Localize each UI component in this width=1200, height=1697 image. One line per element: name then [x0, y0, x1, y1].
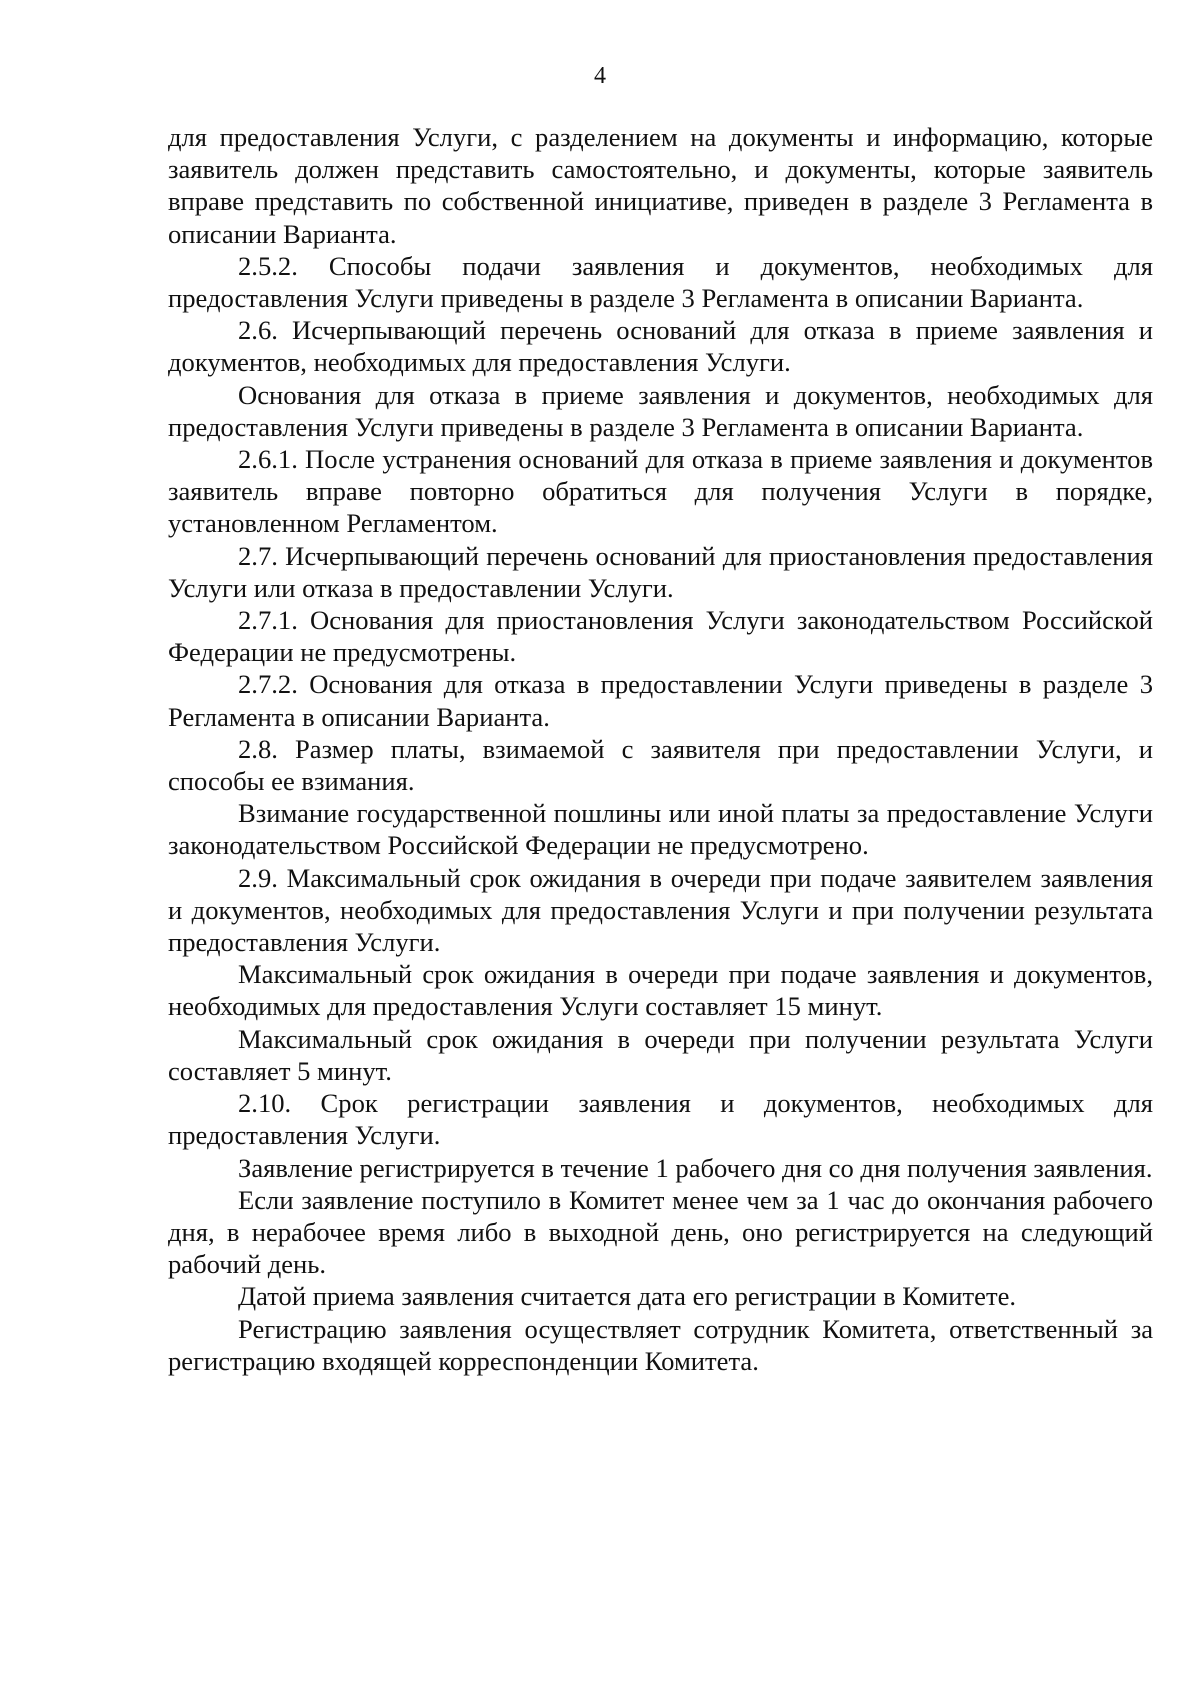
paragraph-2-7-2: 2.7.2. Основания для отказа в предоставлении Услуги приведены в разделе 3 Регламента в описании Варианта. — [168, 669, 1153, 732]
page-number: 4 — [594, 63, 606, 89]
paragraph-2-6-grounds: Основания для отказа в приеме заявления и документов, необходимых для предоставления Услуги приведены в разделе 3 Регламента в описании Варианта. — [168, 379, 1153, 442]
paragraph-2-10-registration-term: Заявление регистрируется в течение 1 рабочего дня со дня получения заявления. — [238, 1152, 1153, 1183]
paragraph-2-9: 2.9. Максимальный срок ожидания в очереди при подаче заявителем заявления и документов, необходимых для предоставления Услуги и при получении результата предоставления Услуги. — [168, 862, 1153, 958]
paragraph-2-10-acceptance-date: Датой приема заявления считается дата его регистрации в Комитете. — [238, 1281, 1017, 1312]
paragraph-2-8-fee: Взимание государственной пошлины или иной платы за предоставление Услуги законодательством Российской Федерации не предусмотрено. — [168, 798, 1153, 861]
paragraph-2-10-registrar: Регистрацию заявления осуществляет сотрудник Комитета, ответственный за регистрацию входящей корреспонденции Комитета. — [168, 1313, 1153, 1376]
document-body — [168, 121, 1153, 1377]
paragraph-2-9-result-wait: Максимальный срок ожидания в очереди при получении результата Услуги составляет 5 минут. — [168, 1023, 1153, 1086]
paragraph-2-10-late-submission: Если заявление поступило в Комитет менее чем за 1 час до окончания рабочего дня, в нерабочее время либо в выходной день, оно регистрируется на следующий рабочий день. — [168, 1184, 1153, 1280]
paragraph-2-10: 2.10. Срок регистрации заявления и документов, необходимых для предоставления Услуги. — [168, 1088, 1153, 1151]
paragraph-2-8: 2.8. Размер платы, взимаемой с заявителя при предоставлении Услуги, и способы ее взимания. — [168, 733, 1153, 797]
paragraph-2-7: 2.7. Исчерпывающий перечень оснований для приостановления предоставления Услуги или отказа в предоставлении Услуги. — [168, 540, 1153, 603]
paragraph-2-6: 2.6. Исчерпывающий перечень оснований для отказа в приеме заявления и документов, необходимых для предоставления Услуги. — [168, 315, 1153, 378]
paragraph-2-6-1: 2.6.1. После устранения оснований для отказа в приеме заявления и документов заявитель вправе повторно обратиться для получения Услуги в порядке, установленном Регламентом. — [168, 444, 1153, 539]
paragraph-2-5-2: 2.5.2. Способы подачи заявления и документов, необходимых для предоставления Услуги приведены в разделе 3 Регламента в описании Варианта. — [168, 250, 1153, 314]
paragraph-2-9-submission-wait: Максимальный срок ожидания в очереди при подаче заявления и документов, необходимых для предоставления Услуги составляет 15 минут. — [168, 959, 1153, 1022]
paragraph-2-7-1: 2.7.1. Основания для приостановления Услуги законодательством Российской Федерации не предусмотрены. — [168, 605, 1153, 668]
paragraph-continued: для предоставления Услуги, с разделением на документы и информацию, которые заявитель должен представить самостоятельно, и документы, которые заявитель вправе представить по собственной инициативе, приведен в разделе 3 Регламента в описании Варианта. — [168, 122, 1153, 249]
